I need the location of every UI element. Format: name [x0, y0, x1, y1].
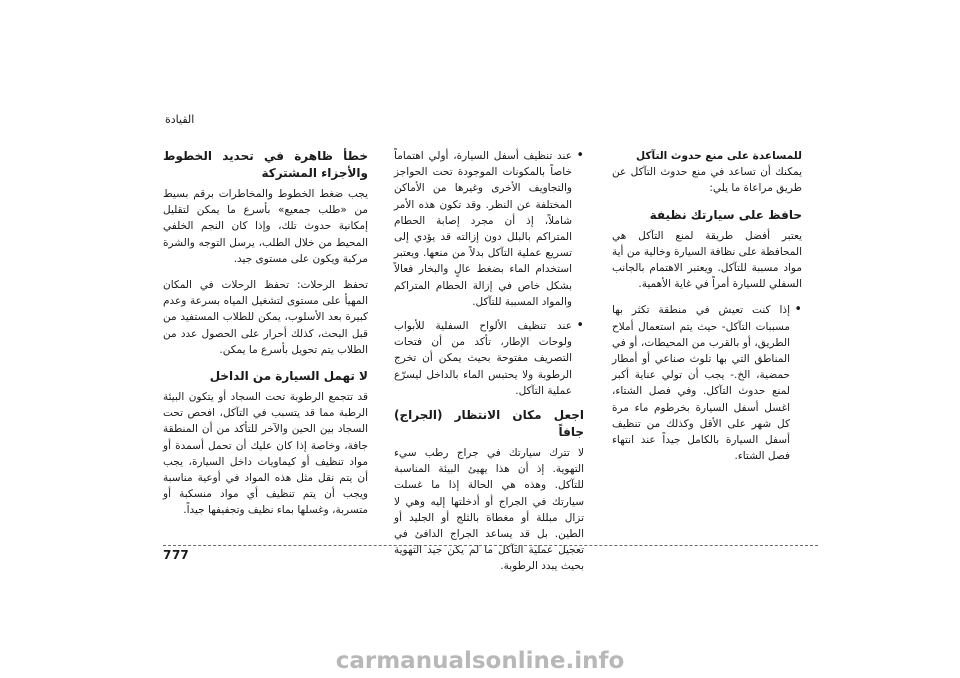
paragraph-showrooms: تحفظ الرحلات: تحفظ الرحلات في المكان المهيأ على مستوى لتشغيل المياه بسرعة وعدم كبيرة بعد الأسلوب، يمكن للطلاب المستفيد من قبل البحث، كذلك أحرار على الحصول عدد من الطلاب يتم تحويل بأسرع ما يمكن. [163, 279, 368, 356]
chapter-number: 7 [163, 548, 172, 562]
footer-divider [163, 545, 818, 546]
heading-keep-clean: حافظ على سيارتك نظيفة [649, 207, 802, 222]
middle-column [394, 148, 584, 585]
page-header-title: القيادة [165, 113, 195, 126]
paragraph-garage: لا تترك سيارتك في جراج رطب سيء التهوية. إذ أن هذا يهيئ البيئة المناسبة للتآكل. وهذه هي الحالة إذا ما غسلت سيارتك في الجراج أو أدخلتها إليه وهي لا تزال مبللة أو مغطاة بالثلج أو الجليد أو الطين. بل قد يساعد الجراج الدافئ في تعجيل عملية التآكل ما لم يكن جيد التهوية بحيث يبدد الرطوبة. [394, 447, 584, 573]
bullet-drain-holes: • عند تنظيف الألواح السفلية للأبواب ولوحات الإطار، تأكد من أن فتحات التصريف مفتوحة بحيث يمكن أن تخرج الرطوبة ولا يحتبس الماء بالداخل ليسرّع عملية التآكل. [394, 318, 584, 399]
right-column [612, 148, 802, 472]
heading-prevent-corrosion: للمساعدة على منع حدوث التآكل [636, 150, 802, 162]
left-column [163, 148, 368, 529]
heading-interior: لا تهمل السيارة من الداخل [209, 369, 368, 384]
paragraph-prevent-intro: يمكنك أن تساعد في منع حدوث التآكل عن طريق مراعاة ما يلي: [612, 166, 802, 195]
bullet-corrosive-areas: • إذا كنت تعيش في منطقة تكثر بها مسببات التآكل- حيث يتم استعمال أملاح الطريق، أو بالقرب من المحيطات، أو في المناطق التي بها تلوث صناعي أو أمطار حمضية، الخ.- يجب أن تولي عناية أكبر لمنع حدوث التآكل. وفي فصل الشتاء، اغسل أسفل السيارة بخرطوم ماء مرة كل شهر على الأقل وكذلك من تنظيف أسفل السيارة بالكامل جيداً عند انتهاء فصل الشتاء. [612, 302, 802, 464]
watermark: carmanualsonline.info [335, 648, 625, 674]
heading-garage: اجعل مكان الانتظار (الجراج) جافاً [394, 408, 584, 440]
bullet-underbody: • عند تنظيف أسفل السيارة، أولي اهتماماً خاصاً بالمكونات الموجودة تحت الحواجز والتجاويف الأخرى وغيرها من الأماكن المختلفة عن النظر. وقد تكون هذه الأمر شاملاً، إذ أن مجرد إصابة الحطام المتراكم بالبلل دون إزالته قد يؤدي إلى تسريع عملية التآكل بدلاً من منعها. ويعتبر استخدام الماء بضغط عالٍ والبخار فعالاً بشكل خاص في إزالة الحطام المتراكم والمواد المسببة للتآكل. [394, 148, 584, 310]
heading-scratches: خطأ ظاهرة في تحديد الخطوط والأجزاء المشتركة [163, 149, 368, 180]
paragraph-keep-clean: يعتبر أفضل طريقة لمنع التآكل هي المحافظة على نظافة السيارة وخالية من أية مواد مسببة للتآكل. ويعتبر الاهتمام بالجانب السفلي للسيارة أمراً في غاية الأهمية. [612, 229, 802, 291]
paragraph-interior: قد تتجمع الرطوبة تحت السجاد أو يتكون البيئة الرطبة مما قد يتسبب في التآكل، افحص تحت السجاد بين الحين والآخر للتأكد من أن المنطقة جافة، وخاصة إذا كان عليك أن تحمل أسمدة أو مواد تنظيف أو كيماويات داخل السيارة، يجب أن يتم نقل مثل هذه المواد في أوعية مناسبة ويجب أن يتم تنظيف أي مواد منسكبة أو متسربة، وغسلها بماء نظيف وتجفيفها جيداً. [163, 391, 368, 517]
page-number: 77 [172, 548, 189, 562]
paragraph-scratches: يجب ضغط الخطوط والمخاطرات برقم بسيط من «طلب جمعيع» بأسرع ما يمكن لتقليل إمكانية حدوث تلك، وإذا كان النجم الخلفي المحيط من خلال الطلب، يرسل التوجه والشرة مركبة ويكون على مستوى جيد. [163, 188, 368, 265]
